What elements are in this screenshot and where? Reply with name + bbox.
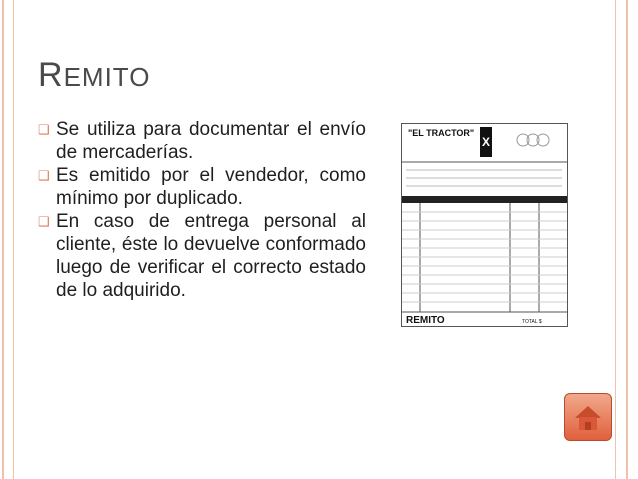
list-item: ❑ Es emitido por el vendedor, como mínimo por duplicado. [38, 165, 366, 209]
bullet-icon: ❑ [38, 214, 50, 229]
bullet-icon: ❑ [38, 122, 50, 137]
bullet-list [38, 118, 366, 302]
total-label: TOTAL $ [522, 319, 542, 325]
left-frame-line-2 [13, 0, 14, 479]
right-frame-line-2 [615, 0, 616, 479]
footer-title: REMITO [406, 315, 445, 326]
home-button[interactable] [564, 393, 612, 441]
home-icon [565, 394, 611, 440]
bullet-icon: ❑ [38, 168, 50, 183]
left-frame-line [2, 0, 4, 479]
list-item: ❑ Se utiliza para documentar el envío de mercaderías. [38, 119, 366, 163]
remito-document-image [401, 123, 568, 327]
company-name: "EL TRACTOR" [408, 128, 475, 138]
page-title: REMITO [38, 56, 151, 94]
right-frame-line [626, 0, 628, 479]
document-illustration [402, 124, 567, 326]
type-letter: X [482, 135, 491, 149]
list-item: ❑ En caso de entrega personal al cliente, éste lo devuelve conformado luego de verificar el correcto estado de lo adquirido. [38, 211, 366, 301]
